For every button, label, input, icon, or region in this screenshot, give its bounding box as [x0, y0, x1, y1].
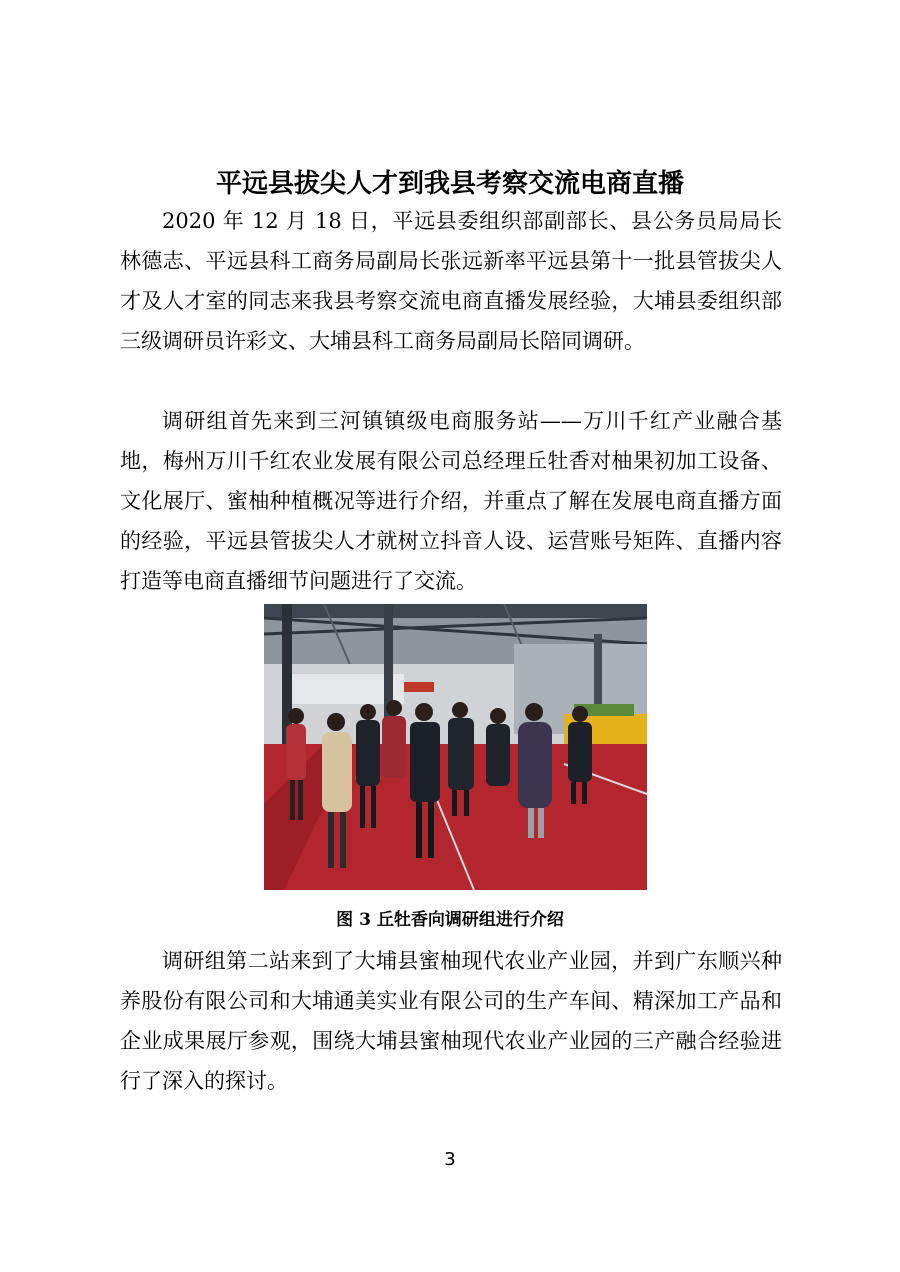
paragraph-1: 2020 年 12 月 18 日，平远县委组织部副部长、县公务员局局长林德志、平远县科工商务局副局长张远新率平远县第十一批县管拔尖人才及人才室的同志来我县考察交流电商直播发展经验，大埔县委组织部三级调研员许彩文、大埔县科工商务局副局长陪同调研。: [120, 209, 782, 353]
paragraph-2: 调研组首先来到三河镇镇级电商服务站——万川千红产业融合基地，梅州万川千红农业发展有限公司总经理丘牡香对柚果初加工设备、文化展厅、蜜柚种植概况等进行介绍，并重点了解在发展电商直播方面的经验，平远县管拔尖人才就树立抖音人设、运营账号矩阵、直播内容打造等电商直播细节问题进行了交流。: [120, 409, 782, 593]
page-number: 3: [444, 1149, 456, 1170]
paragraph-3: 调研组第二站来到了大埔县蜜柚现代农业产业园，并到广东顺兴种养股份有限公司和大埔通美实业有限公司的生产车间、精深加工产品和企业成果展厅参观，围绕大埔县蜜柚现代农业产业园的三产融合经验进行了深入的探讨。: [120, 949, 782, 1093]
figure-caption: 图 3 丘牡香向调研组进行介绍: [336, 910, 564, 930]
figure-photo: [264, 604, 647, 890]
page-title: 平远县拔尖人才到我县考察交流电商直播: [215, 169, 684, 199]
